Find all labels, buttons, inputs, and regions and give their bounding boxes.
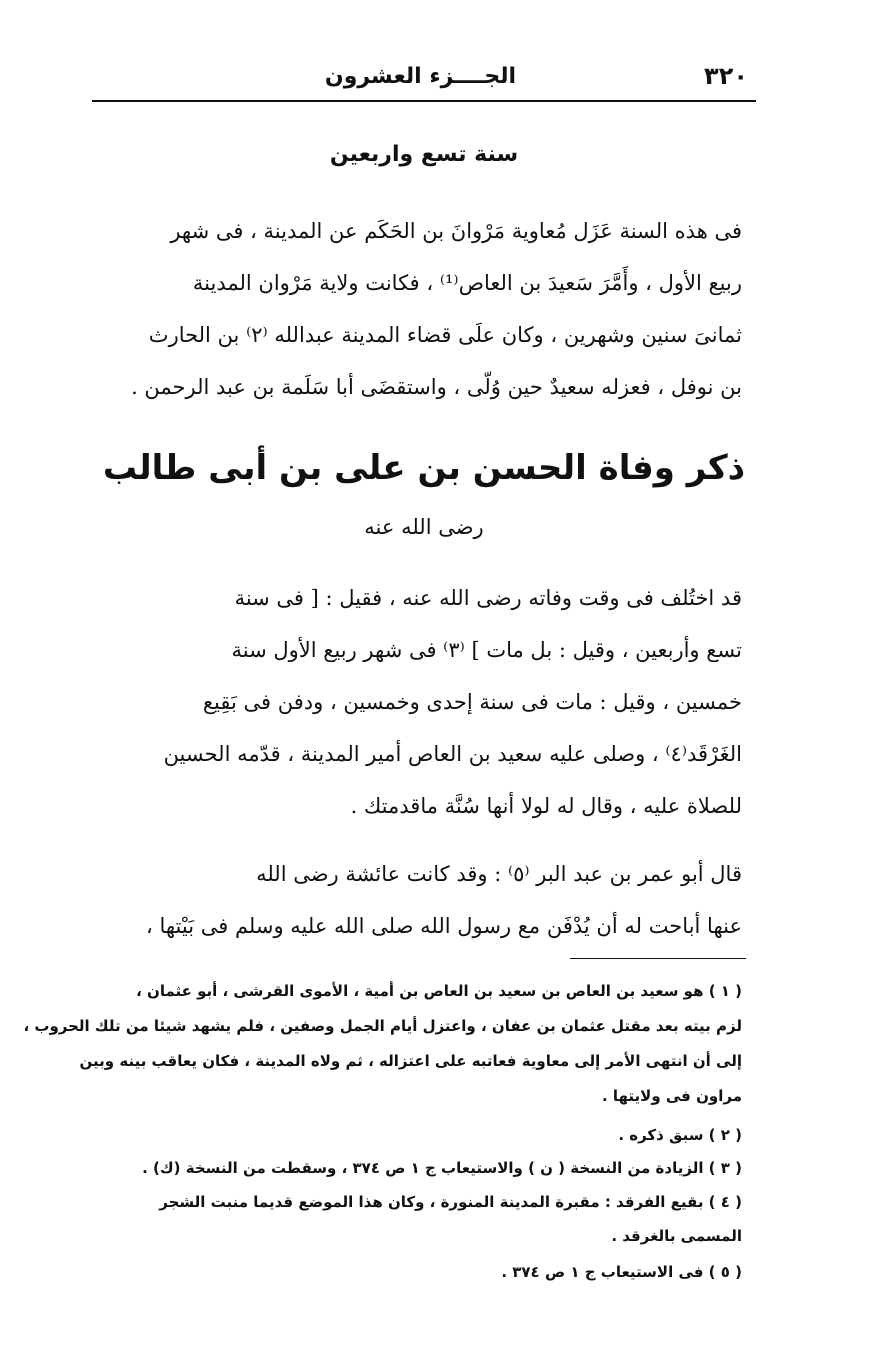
paragraph-1: [100, 205, 742, 413]
footnote-line: المسمى بالغرقد .: [611, 1227, 742, 1245]
paragraph-line: عنها أباحت له أن يُدْفَن مع رسول الله صلى الله عليه وسلم فى بَيْتها ،: [146, 914, 742, 938]
paragraph-line: فى هذه السنة عَزَل مُعاوية مَرْوانَ بن الحَكَم عن المدينة ، فى شهر: [170, 219, 742, 243]
paragraph-2: [100, 572, 742, 832]
footnote-line: ( ٢ ) سبق ذكره .: [618, 1126, 742, 1144]
paragraph-line: بن نوفل ، فعزله سعيدٌ حين وُلّى ، واستقضَى أبا سَلَمة بن عبد الرحمن .: [131, 375, 742, 399]
page-header: [92, 56, 756, 102]
paragraph-line: ربيع الأول ، وأَمَّرَ سَعيدَ بن العاص⁽¹⁾ ، فكانت ولاية مَرْوان المدينة: [192, 271, 742, 295]
paragraph-line: قال أبو عمر بن عبد البر ⁽٥⁾ : وقد كانت عائشة رضى الله: [256, 862, 742, 886]
paragraph-3: [100, 848, 742, 952]
paragraph-line: للصلاة عليه ، وقال له لولا أنها سُنَّة ماقدمتك .: [350, 794, 742, 818]
footnote-line: ( ٣ ) الزيادة من النسخة ( ن ) والاستيعاب ج ١ ص ٣٧٤ ، وسقطت من النسخة (ك) .: [142, 1159, 742, 1177]
footnote-line: ( ٤ ) بقيع الفرقد : مقبرة المدينة المنورة ، وكان هذا الموضع قديما منبت الشجر: [159, 1193, 742, 1211]
running-title: الجــــزء العشرون: [324, 64, 516, 89]
section-subtitle: رضى الله عنه: [364, 515, 484, 539]
footnote-line: لزم بيته بعد مقتل عثمان بن عفان ، واعتزل أيام الجمل وصفين ، فلم يشهد شيئا من تلك الحروب ،: [23, 1017, 742, 1035]
footnote-line: ( ١ ) هو سعيد بن العاص بن سعيد بن العاص بن أمية ، الأموى القرشى ، أبو عثمان ،: [136, 982, 742, 1000]
paragraph-line: ثمانىَ سنين وشهرين ، وكان علَى قضاء المدينة عبدالله ⁽٢⁾ بن الحارث: [148, 323, 742, 347]
paragraph-line: الغَرْقَد⁽٤⁾ ، وصلى عليه سعيد بن العاص أمير المدينة ، قدّمه الحسين: [163, 742, 742, 766]
footnote-line: ( ٥ ) فى الاستيعاب ج ١ ص ٣٧٤ .: [501, 1263, 742, 1281]
footnotes: [23, 974, 742, 1289]
footnote-divider: [570, 958, 746, 959]
footnote-line: إلى أن انتهى الأمر إلى معاوية فعاتبه على اعتزاله ، ثم ولاه المدينة ، فكان يعاقب بينه وبين: [79, 1052, 742, 1070]
page-number: ٣٢٠: [704, 62, 748, 90]
paragraph-line: قد اختُلف فى وقت وفاته رضى الله عنه ، فقيل : [ فى سنة: [234, 586, 742, 610]
paragraph-line: خمسين ، وقيل : مات فى سنة إحدى وخمسين ، ودفن فى بَقِيع: [202, 690, 742, 714]
section-title: ذكر وفاة الحسن بن على بن أبى طالب: [102, 448, 746, 488]
paragraph-line: تسع وأربعين ، وقيل : بل مات ] ⁽٣⁾ فى شهر ربيع الأول سنة: [231, 638, 742, 662]
year-heading: سنة تسع واربعين: [329, 142, 519, 167]
footnote-line: مراون فى ولايتها .: [601, 1087, 742, 1105]
